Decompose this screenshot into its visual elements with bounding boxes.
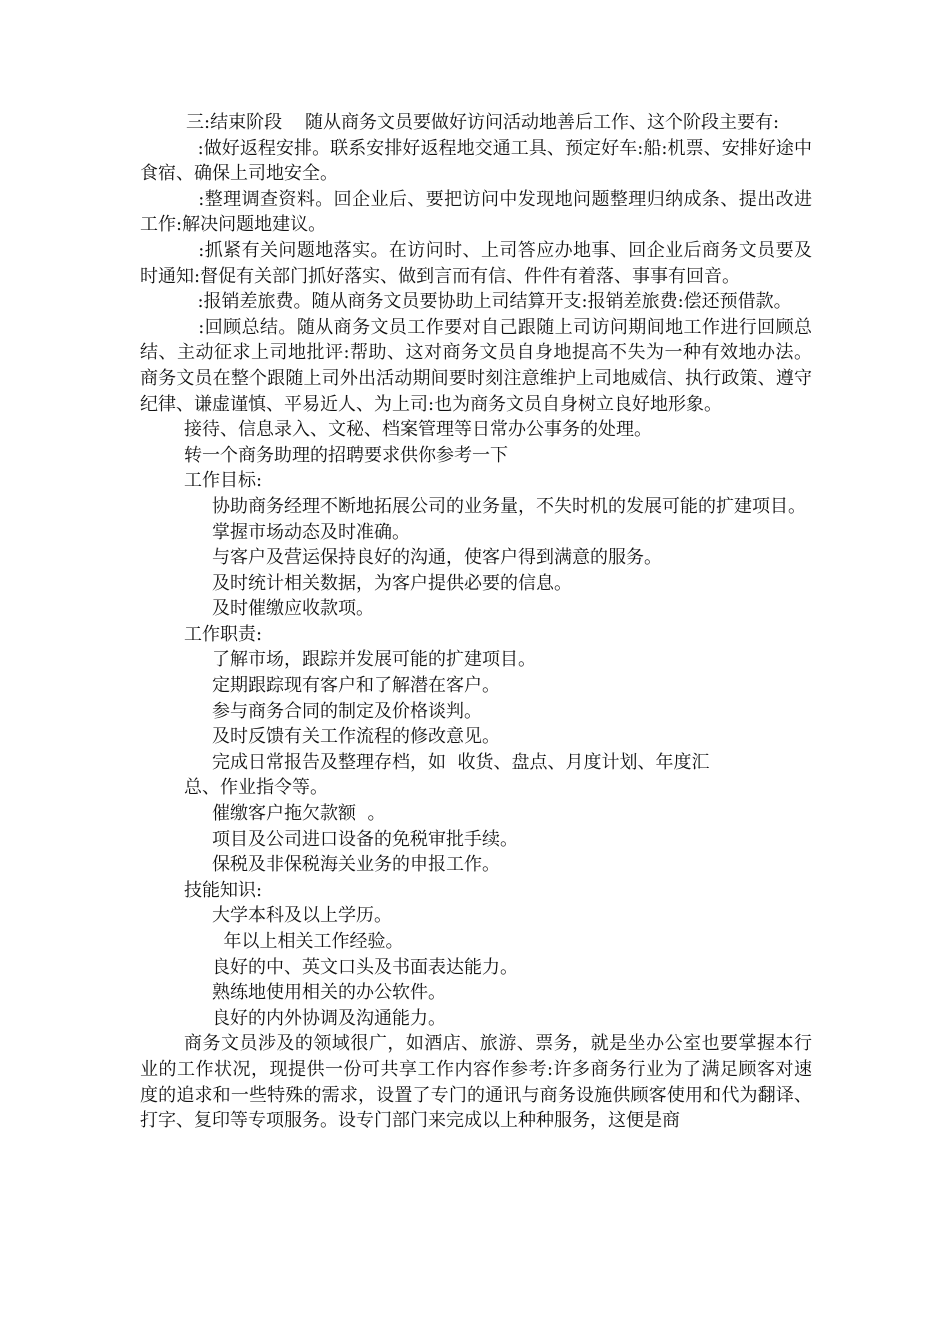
- paragraph-review-summary: :回顾总结。随从商务文员工作要对自己跟随上司访问期间地工作进行回顾总结、主动征求上司地批评:帮助、这对商务文员自身地提高不失为一种有效地办法。商务文员在整个跟随上司外出活动期间要时刻注意维护上司地威信、执行政策、遵守纪律、谦虚谨慎、平易近人、为上司:也为商务文员自身树立良好地形象。: [140, 316, 812, 415]
- list-item-continuation: 总、作业指令等。: [184, 777, 328, 799]
- paragraph-return-arrangements: :做好返程安排。联系安排好返程地交通工具、预定好车:船:机票、安排好途中食宿、确保上司地安全。: [140, 137, 812, 185]
- document-body: [140, 110, 812, 1134]
- heading-work-duties: 工作职责:: [184, 623, 263, 645]
- paragraph-office-affairs: 接待、信息录入、文秘、档案管理等日常办公事务的处理。: [184, 419, 652, 441]
- list-item: 熟练地使用相关的办公软件。: [212, 982, 446, 1004]
- list-item: 及时统计相关数据，为客户提供必要的信息。: [212, 572, 572, 594]
- list-item: 年以上相关工作经验。: [212, 931, 404, 952]
- list-item: 了解市场，跟踪并发展可能的扩建项目。: [212, 649, 536, 671]
- heading-skills-knowledge: 技能知识:: [184, 879, 263, 901]
- list-item: 参与商务合同的制定及价格谈判。: [212, 700, 482, 722]
- paragraph-follow-up-issues: :抓紧有关问题地落实。在访问时、上司答应办地事、回企业后商务文员要及时通知:督促有关部门抓好落实、做到言而有信、件件有着落、事事有回音。: [140, 239, 812, 287]
- list-item: 与客户及营运保持良好的沟通，使客户得到满意的服务。: [212, 547, 662, 569]
- list-item: 及时反馈有关工作流程的修改意见。: [212, 726, 500, 748]
- list-item: 项目及公司进口设备的免税审批手续。: [212, 828, 518, 850]
- list-item: 催缴客户拖欠款额 。: [212, 803, 386, 825]
- list-item: 保税及非保税海关业务的申报工作。: [212, 854, 500, 876]
- paragraph-closing-stage: 三:结束阶段 随从商务文员要做好访问活动地善后工作、这个阶段主要有:: [186, 112, 780, 133]
- paragraph-organize-materials: :整理调查资料。回企业后、要把访问中发现地问题整理归纳成条、提出改进工作:解决问题地建议。: [140, 188, 812, 236]
- list-item: 协助商务经理不断地拓展公司的业务量，不失时机的发展可能的扩建项目。: [212, 495, 806, 517]
- list-item: 及时催缴应收款项。: [212, 598, 374, 620]
- list-item: 良好的内外协调及沟通能力。: [212, 1007, 446, 1029]
- list-item: 定期跟踪现有客户和了解潜在客户。: [212, 675, 500, 697]
- list-item: 大学本科及以上学历。: [212, 905, 392, 927]
- list-item: 良好的中、英文口头及书面表达能力。: [212, 956, 518, 978]
- paragraph-reimburse-expenses: :报销差旅费。随从商务文员要协助上司结算开支:报销差旅费:偿还预借款。: [186, 291, 792, 313]
- list-item: 完成日常报告及整理存档，如 收货、盘点、月度计划、年度汇: [212, 751, 710, 773]
- heading-work-goals: 工作目标:: [184, 470, 263, 492]
- paragraph-business-clerk-scope: 商务文员涉及的领域很广，如酒店、旅游、票务，就是坐办公室也要掌握本行业的工作状况，现提供一份可共享工作内容作参考:许多商务行业为了满足顾客对速度的追求和一些特殊的需求，设置了专门的通讯与商务设施供顾客使用和代为翻译、打字、复印等专项服务。设专门部门来完成以上种种服务，这便是商: [140, 1033, 812, 1132]
- list-item: 掌握市场动态及时准确。: [212, 521, 410, 543]
- paragraph-recruitment-intro: 转一个商务助理的招聘要求供你参考一下: [184, 444, 508, 466]
